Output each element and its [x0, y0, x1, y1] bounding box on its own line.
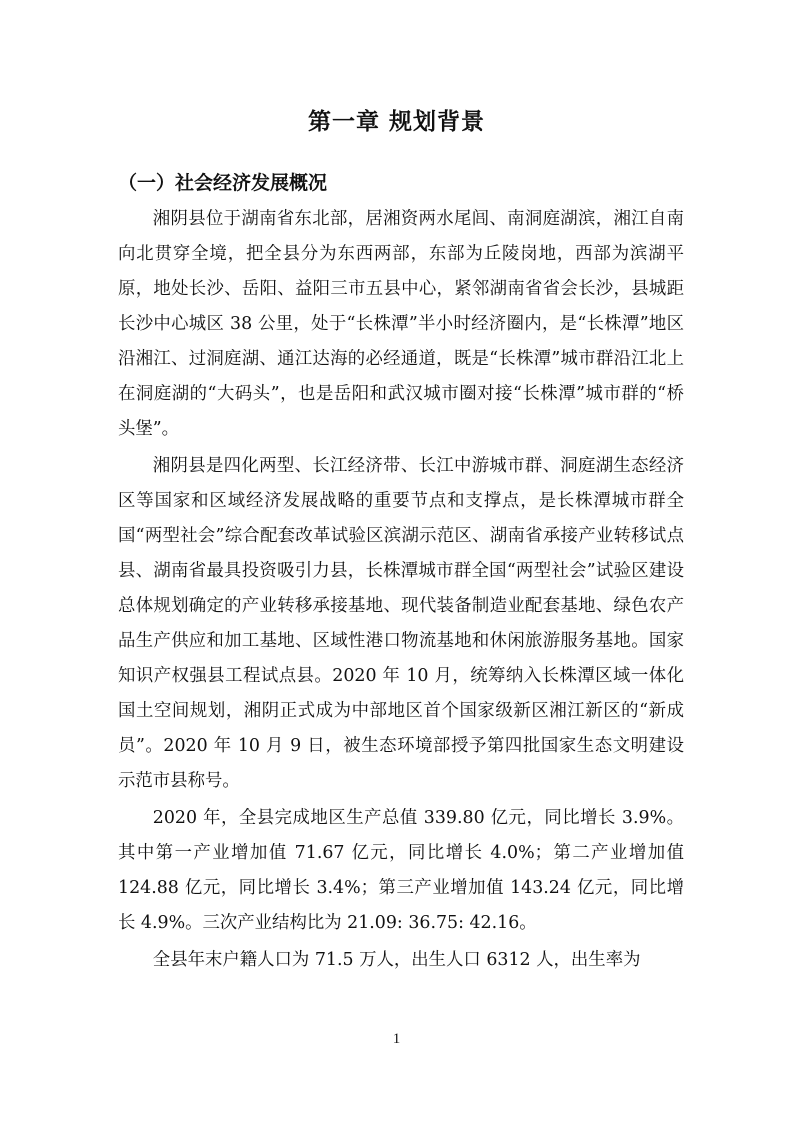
body-text	[118, 202, 684, 980]
section-heading: （一）社会经济发展概况	[118, 172, 328, 194]
chapter-title: 第一章 规划背景	[307, 109, 485, 135]
page-number: 1	[392, 1031, 401, 1047]
paragraph-location: 湘阴县位于湖南省东北部，居湘资两水尾闾、南洞庭湖滨，湘江自南向北贯穿全境，把全县分为东西两部，东部为丘陵岗地，西部为滨湖平原，地处长沙、岳阳、益阳三市五县中心，紧邻湖南省省会长沙，县城距长沙中心城区 38 公里，处于“长株潭”半小时经济圈内，是“长株潭”地区沿湘江、过洞庭湖、通江达海的必经通道，既是“长株潭”城市群沿江北上在洞庭湖的“大码头”，也是岳阳和武汉城市圈对接“长株潭”城市群的“桥头堡”。	[118, 209, 684, 439]
paragraph-strategy: 湘阴县是四化两型、长江经济带、长江中游城市群、洞庭湖生态经济区等国家和区域经济发展战略的重要节点和支撑点，是长株潭城市群全国“两型社会”综合配套改革试验区滨湖示范区、湖南省承接产业转移试点县、湖南省最具投资吸引力县，长株潭城市群全国“两型社会”试验区建设总体规划确定的产业转移承接基地、现代装备制造业配套基地、绿色农产品生产供应和加工基地、区域性港口物流基地和休闲旅游服务基地。国家知识产权强县工程试点县。2020 年 10 月，统筹纳入长株潭区域一体化国土空间规划，湘阴正式成为中部地区首个国家级新区湘江新区的“新成员”。2020 年 10 月 9 日，被生态环境部授予第四批国家生态文明建设示范市县称号。	[118, 456, 684, 791]
paragraph-economy: 2020 年，全县完成地区生产总值 339.80 亿元，同比增长 3.9%。其中第一产业增加值 71.67 亿元，同比增长 4.0%；第二产业增加值 124.88 亿元，同比增长 3.4%；第三产业增加值 143.24 亿元，同比增长 4.9%。三次产业结构比为 21.09: 36.75: 42.16。	[118, 808, 684, 933]
paragraph-population: 全县年末户籍人口为 71.5 万人，出生人口 6312 人，出生率为	[152, 950, 641, 970]
